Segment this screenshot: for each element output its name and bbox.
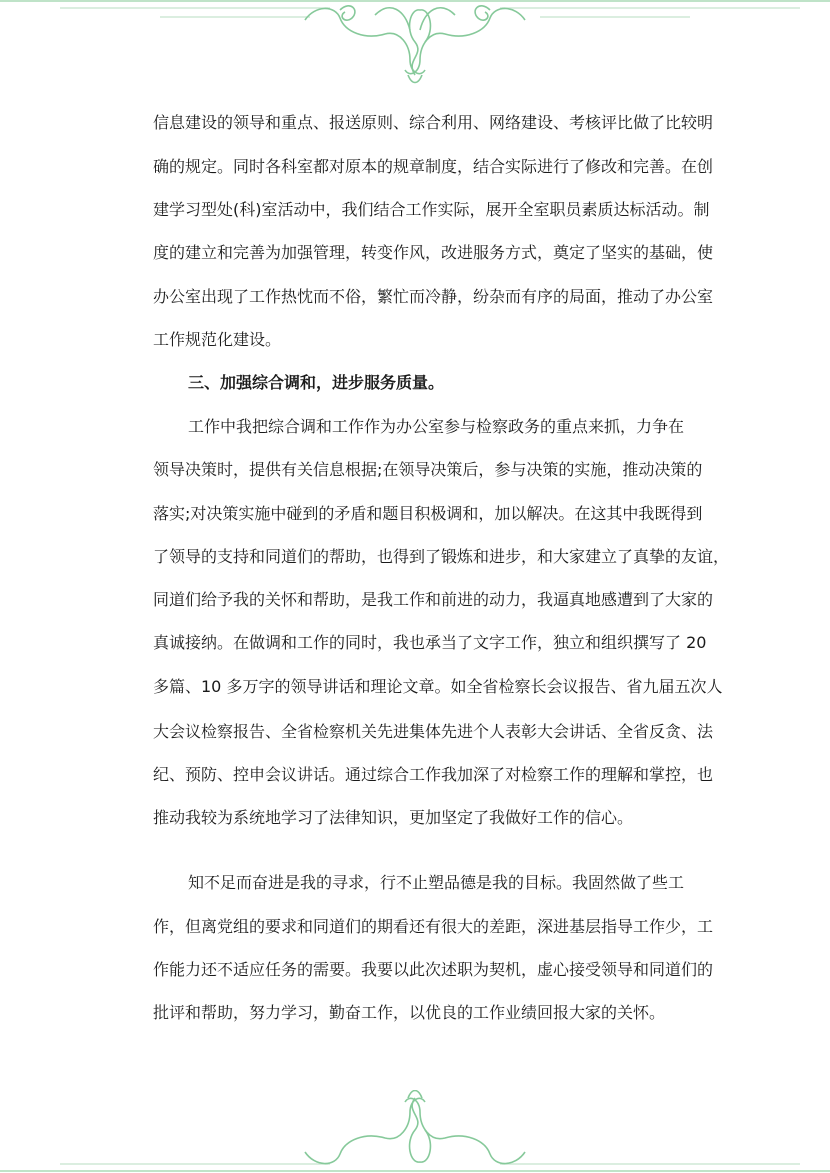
body-text-line: 工作中我把综合调和工作作为办公室参与检察政务的重点来抓，力争在 <box>188 417 685 436</box>
body-text-line: 了领导的支持和同道们的帮助，也得到了锻炼和进步，和大家建立了真挚的友谊， <box>153 547 730 566</box>
body-text-line: 作，但离党组的要求和同道们的期看还有很大的差距，深进基层指导工作少，工 <box>153 917 714 936</box>
body-text-line: 大会议检察报告、全省检察机关先进集体先进个人表彰大会讲话、全省反贪、法 <box>153 722 714 741</box>
top-ornament <box>0 0 830 90</box>
body-text-line: 领导决策时，提供有关信息根据;在领导决策后，参与决策的实施，推动决策的 <box>153 460 703 479</box>
body-text-line: 作能力还不适应任务的需要。我要以此次述职为契机，虚心接受领导和同道们的 <box>153 960 714 979</box>
body-text-line: 推动我较为系统地学习了法律知识，更加坚定了我做好工作的信心。 <box>153 808 634 827</box>
body-text-line: 办公室出现了工作热忱而不俗，繁忙而冷静，纷杂而有序的局面，推动了办公室 <box>153 287 714 306</box>
body-text-line: 建学习型处(科)室活动中，我们结合工作实际，展开全室职员素质达标活动。制 <box>153 200 710 219</box>
body-text-line: 确的规定。同时各科室都对原本的规章制度，结合实际进行了修改和完善。在创 <box>153 157 714 176</box>
body-text-line: 知不足而奋进是我的寻求，行不止塑品德是我的目标。我固然做了些工 <box>188 873 685 892</box>
body-text-line: 信息建设的领导和重点、报送原则、综合利用、网络建设、考核评比做了比较明 <box>153 113 714 132</box>
body-text-line: 真诚接纳。在做调和工作的同时，我也承当了文字工作，独立和组织撰写了 20 <box>153 633 707 652</box>
body-text-line: 批评和帮助，努力学习，勤奋工作，以优良的工作业绩回报大家的关怀。 <box>153 1003 666 1022</box>
body-text-line: 度的建立和完善为加强管理，转变作风，改进服务方式，奠定了坚实的基础，使 <box>153 243 714 262</box>
section-heading: 三、加强综合调和，进步服务质量。 <box>188 373 445 392</box>
bottom-ornament <box>0 1090 830 1173</box>
body-text-line: 纪、预防、控申会议讲话。通过综合工作我加深了对检察工作的理解和掌控，也 <box>153 765 714 784</box>
body-text-line: 多篇、10 多万字的领导讲话和理论文章。如全省检察长会议报告、省九届五次人 <box>153 677 723 696</box>
body-text-line: 同道们给予我的关怀和帮助，是我工作和前进的动力，我逼真地感遭到了大家的 <box>153 590 714 609</box>
body-text-line: 工作规范化建设。 <box>153 330 282 349</box>
body-text-line: 落实;对决策实施中碰到的矛盾和题目积极调和，加以解决。在这其中我既得到 <box>153 504 703 523</box>
